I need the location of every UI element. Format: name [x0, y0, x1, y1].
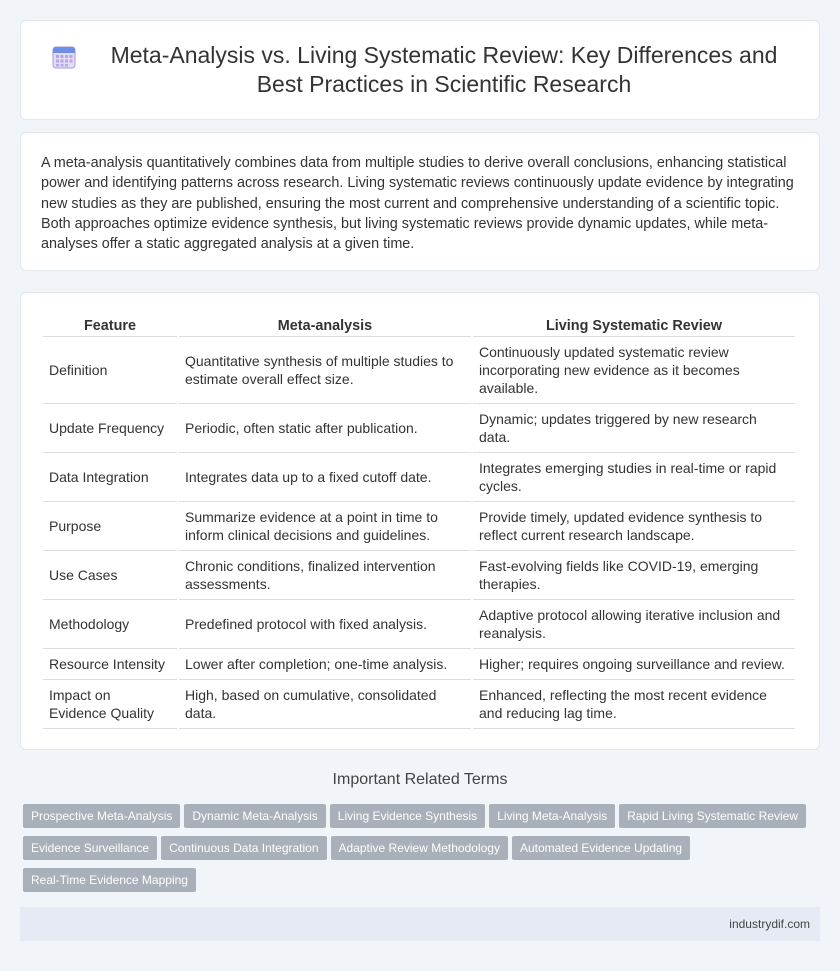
related-term-tag[interactable]: Adaptive Review Methodology: [331, 836, 508, 860]
living-review-cell: Integrates emerging studies in real-time or rapid cycles.: [473, 453, 795, 502]
related-term-tag[interactable]: Dynamic Meta-Analysis: [184, 804, 325, 828]
feature-cell: Update Frequency: [43, 404, 177, 453]
table-row: [43, 600, 795, 649]
living-review-cell: Continuously updated systematic review incorporating new evidence as it becomes available.: [473, 337, 795, 404]
living-review-cell: Enhanced, reflecting the most recent evidence and reducing lag time.: [473, 680, 795, 729]
feature-cell: Impact on Evidence Quality: [43, 680, 177, 729]
feature-cell: Use Cases: [43, 551, 177, 600]
table-header-row: [43, 311, 795, 337]
living-review-cell: Dynamic; updates triggered by new research data.: [473, 404, 795, 453]
feature-cell: Methodology: [43, 600, 177, 649]
meta-analysis-cell: Quantitative synthesis of multiple studies to estimate overall effect size.: [179, 337, 471, 404]
footer-site-link[interactable]: industrydif.com: [729, 917, 810, 931]
meta-analysis-cell: Predefined protocol with fixed analysis.: [179, 600, 471, 649]
related-term-tag[interactable]: Automated Evidence Updating: [512, 836, 690, 860]
column-header-meta-analysis: Meta-analysis: [179, 311, 471, 337]
meta-analysis-cell: Summarize evidence at a point in time to inform clinical decisions and guidelines.: [179, 502, 471, 551]
feature-cell: Purpose: [43, 502, 177, 551]
table-row: [43, 453, 795, 502]
related-term-tag[interactable]: Continuous Data Integration: [161, 836, 326, 860]
comparison-table: [41, 311, 797, 729]
column-header-feature: Feature: [43, 311, 177, 337]
living-review-cell: Fast-evolving fields like COVID-19, emerging therapies.: [473, 551, 795, 600]
title-card: [20, 20, 820, 120]
living-review-cell: Provide timely, updated evidence synthesis to reflect current research landscape.: [473, 502, 795, 551]
column-header-living-review: Living Systematic Review: [473, 311, 795, 337]
summary-text: A meta-analysis quantitatively combines data from multiple studies to derive overall conclusions, enhancing statistical power and identifying patterns across research. Living systematic reviews continuously update evidence by integrating new studies as they are published, ensuring the most current and comprehensive understanding of a scientific topic. Both approaches optimize evidence synthesis, but living systematic reviews provide dynamic updates, while meta-analyses offer a static aggregated analysis at a given time.: [41, 155, 794, 253]
table-row: [43, 502, 795, 551]
living-review-cell: Adaptive protocol allowing iterative inclusion and reanalysis.: [473, 600, 795, 649]
table-row: [43, 404, 795, 453]
table-row: [43, 649, 795, 680]
meta-analysis-cell: Periodic, often static after publication.: [179, 404, 471, 453]
meta-analysis-cell: Chronic conditions, finalized intervention assessments.: [179, 551, 471, 600]
related-term-tag[interactable]: Living Evidence Synthesis: [330, 804, 485, 828]
calendar-icon: [51, 44, 77, 70]
meta-analysis-cell: Lower after completion; one-time analysis.: [179, 649, 471, 680]
meta-analysis-cell: High, based on cumulative, consolidated data.: [179, 680, 471, 729]
feature-cell: Definition: [43, 337, 177, 404]
table-row: [43, 551, 795, 600]
meta-analysis-cell: Integrates data up to a fixed cutoff date.: [179, 453, 471, 502]
table-row: [43, 337, 795, 404]
page-title: Meta-Analysis vs. Living Systematic Review: Key Differences and Best Practices in Scientific Research: [110, 42, 778, 97]
footer: [20, 907, 820, 941]
related-term-tag[interactable]: Living Meta-Analysis: [489, 804, 615, 828]
feature-cell: Resource Intensity: [43, 649, 177, 680]
related-term-tag[interactable]: Evidence Surveillance: [23, 836, 157, 860]
related-terms-tags: [23, 804, 823, 900]
table-row: [43, 680, 795, 729]
related-terms-heading: Important Related Terms: [332, 771, 508, 788]
related-term-tag[interactable]: Prospective Meta-Analysis: [23, 804, 180, 828]
related-term-tag[interactable]: Rapid Living Systematic Review: [619, 804, 806, 828]
comparison-table-card: [20, 292, 820, 750]
living-review-cell: Higher; requires ongoing surveillance and review.: [473, 649, 795, 680]
summary-card: [20, 132, 820, 271]
related-term-tag[interactable]: Real-Time Evidence Mapping: [23, 868, 196, 892]
feature-cell: Data Integration: [43, 453, 177, 502]
